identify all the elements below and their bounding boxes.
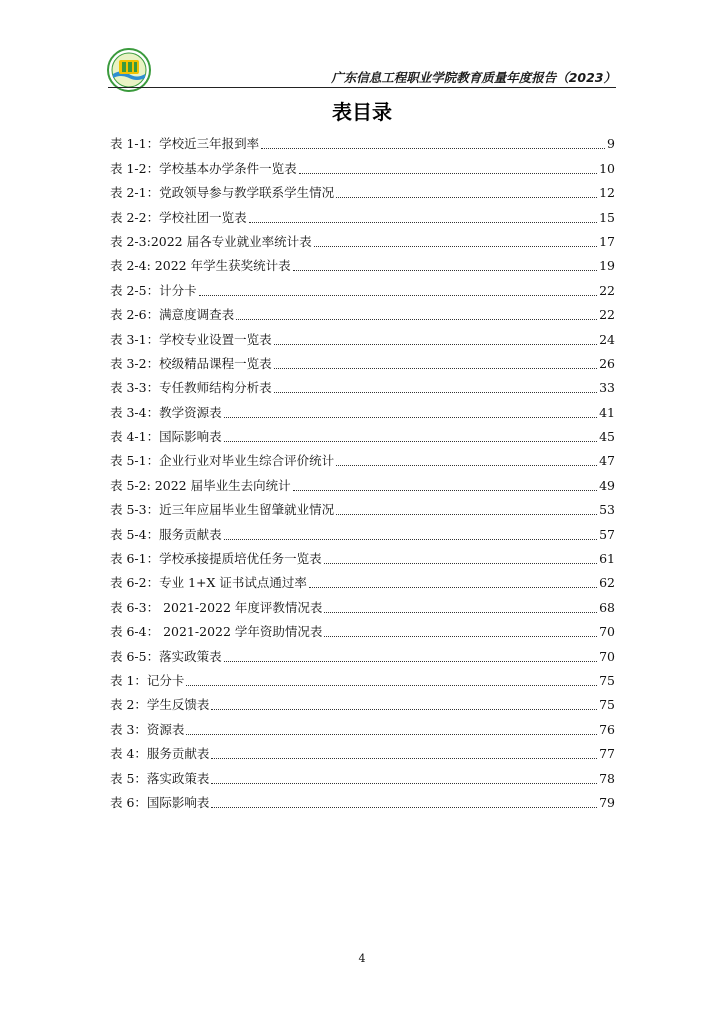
toc-entry-page: 26 — [599, 355, 615, 371]
toc-leader-dots — [236, 319, 597, 320]
toc-entry[interactable] — [110, 740, 615, 764]
toc-leader-dots — [324, 563, 597, 564]
toc-entry-label: 表 2-2：学校社团一览表 — [110, 209, 247, 225]
toc-leader-dots — [299, 173, 597, 174]
toc-entry[interactable] — [110, 203, 615, 227]
toc-entry-label: 表 6-5：落实政策表 — [110, 648, 222, 664]
toc-entry-label: 表 3：资源表 — [110, 721, 185, 737]
toc-entry-label: 表 2-3:2022 届各专业就业率统计表 — [110, 233, 312, 249]
toc-entry-label: 表 1-1：学校近三年报到率 — [110, 136, 260, 152]
toc-entry-page: 9 — [607, 136, 615, 152]
toc-entry[interactable] — [110, 252, 615, 276]
toc-leader-dots — [211, 709, 597, 710]
toc-entry-label: 表 2：学生反馈表 — [110, 697, 210, 713]
toc-entry[interactable] — [110, 471, 615, 495]
toc-entry-page: 10 — [599, 160, 615, 176]
toc-entry-page: 57 — [599, 526, 615, 542]
toc-entry[interactable] — [110, 447, 615, 471]
toc-leader-dots — [224, 539, 597, 540]
toc-entry-label: 表 6-1：学校承接提质培优任务一览表 — [110, 551, 322, 567]
toc-leader-dots — [249, 222, 597, 223]
toc-entry[interactable] — [110, 276, 615, 300]
toc-entry[interactable] — [110, 423, 615, 447]
toc-leader-dots — [199, 295, 597, 296]
toc-leader-dots — [224, 417, 597, 418]
toc-entry-page: 68 — [599, 599, 615, 615]
toc-entry[interactable] — [110, 618, 615, 642]
table-of-contents — [110, 130, 615, 813]
toc-entry[interactable] — [110, 545, 615, 569]
toc-entry[interactable] — [110, 569, 615, 593]
toc-entry-page: 61 — [599, 551, 615, 567]
school-logo-icon — [107, 48, 151, 92]
toc-entry[interactable] — [110, 228, 615, 252]
toc-leader-dots — [293, 270, 598, 271]
report-header-title: 广东信息工程职业学院教育质量年度报告（2023） — [331, 70, 616, 85]
toc-entry-page: 49 — [599, 477, 615, 493]
toc-leader-dots — [186, 685, 597, 686]
toc-leader-dots — [224, 661, 597, 662]
toc-entry[interactable] — [110, 642, 615, 666]
toc-entry-page: 15 — [599, 209, 615, 225]
toc-entry-page: 79 — [599, 794, 615, 810]
toc-leader-dots — [274, 392, 597, 393]
toc-entry-page: 22 — [599, 307, 615, 323]
toc-entry-page: 53 — [599, 502, 615, 518]
toc-entry-page: 62 — [599, 575, 615, 591]
toc-entry-label: 表 3-2：校级精品课程一览表 — [110, 355, 272, 371]
toc-leader-dots — [336, 514, 597, 515]
toc-entry-page: 47 — [599, 453, 615, 469]
toc-entry-page: 19 — [599, 258, 615, 274]
toc-entry-label: 表 6：国际影响表 — [110, 794, 210, 810]
toc-entry[interactable] — [110, 130, 615, 154]
toc-entry[interactable] — [110, 691, 615, 715]
toc-entry-label: 表 4-1：国际影响表 — [110, 429, 222, 445]
toc-entry-page: 70 — [599, 624, 615, 640]
toc-entry-label: 表 3-4：教学资源表 — [110, 404, 222, 420]
toc-leader-dots — [293, 490, 598, 491]
toc-entry[interactable] — [110, 520, 615, 544]
toc-entry-label: 表 5：落实政策表 — [110, 770, 210, 786]
toc-entry-label: 表 6-3： 2021-2022 年度评教情况表 — [110, 599, 323, 615]
toc-leader-dots — [261, 148, 605, 149]
toc-entry[interactable] — [110, 496, 615, 520]
toc-entry[interactable] — [110, 398, 615, 422]
toc-leader-dots — [211, 783, 597, 784]
toc-entry-label: 表 1：记分卡 — [110, 672, 185, 688]
toc-leader-dots — [186, 734, 597, 735]
toc-entry-page: 17 — [599, 233, 615, 249]
toc-entry-page: 12 — [599, 185, 615, 201]
toc-entry-label: 表 3-3：专任教师结构分析表 — [110, 380, 272, 396]
toc-entry-page: 33 — [599, 380, 615, 396]
toc-entry[interactable] — [110, 154, 615, 178]
toc-entry-label: 表 2-6：满意度调查表 — [110, 307, 235, 323]
toc-entry-label: 表 2-1：党政领导参与教学联系学生情况 — [110, 185, 335, 201]
toc-entry-label: 表 2-5：计分卡 — [110, 282, 197, 298]
toc-leader-dots — [336, 197, 597, 198]
toc-entry-label: 表 6-2：专业 1+X 证书试点通过率 — [110, 575, 307, 591]
toc-entry-label: 表 4：服务贡献表 — [110, 746, 210, 762]
toc-leader-dots — [224, 441, 597, 442]
toc-entry-label: 表 5-4：服务贡献表 — [110, 526, 222, 542]
toc-entry-label: 表 1-2：学校基本办学条件一览表 — [110, 160, 297, 176]
header-divider — [108, 87, 616, 88]
toc-leader-dots — [309, 587, 597, 588]
toc-leader-dots — [274, 368, 597, 369]
toc-entry-page: 41 — [599, 404, 615, 420]
toc-entry-page: 24 — [599, 331, 615, 347]
toc-entry-page: 75 — [599, 672, 615, 688]
toc-entry[interactable] — [110, 325, 615, 349]
toc-leader-dots — [211, 758, 597, 759]
toc-entry-page: 45 — [599, 429, 615, 445]
toc-leader-dots — [324, 636, 597, 637]
toc-entry-label: 表 5-2: 2022 届毕业生去向统计 — [110, 477, 291, 493]
toc-entry[interactable] — [110, 350, 615, 374]
toc-entry[interactable] — [110, 374, 615, 398]
toc-entry-page: 78 — [599, 770, 615, 786]
toc-entry-label: 表 6-4： 2021-2022 学年资助情况表 — [110, 624, 323, 640]
toc-leader-dots — [314, 246, 597, 247]
toc-leader-dots — [336, 465, 597, 466]
toc-entry[interactable] — [110, 593, 615, 617]
toc-entry-label: 表 5-1：企业行业对毕业生综合评价统计 — [110, 453, 335, 469]
toc-entry[interactable] — [110, 667, 615, 691]
toc-entry-page: 70 — [599, 648, 615, 664]
toc-entry[interactable] — [110, 179, 615, 203]
toc-entry-label: 表 3-1：学校专业设置一览表 — [110, 331, 272, 347]
toc-entry[interactable] — [110, 301, 615, 325]
toc-leader-dots — [324, 612, 597, 613]
toc-entry[interactable] — [110, 764, 615, 788]
toc-entry[interactable] — [110, 789, 615, 813]
toc-entry-label: 表 5-3：近三年应届毕业生留肇就业情况 — [110, 502, 335, 518]
toc-leader-dots — [211, 807, 597, 808]
toc-entry-page: 75 — [599, 697, 615, 713]
toc-leader-dots — [274, 344, 597, 345]
toc-entry-page: 22 — [599, 282, 615, 298]
page-title: 表目录 — [332, 100, 392, 124]
toc-entry[interactable] — [110, 715, 615, 739]
toc-entry-page: 77 — [599, 746, 615, 762]
toc-entry-page: 76 — [599, 721, 615, 737]
toc-entry-label: 表 2-4: 2022 年学生获奖统计表 — [110, 258, 291, 274]
page-number: 4 — [358, 952, 366, 965]
